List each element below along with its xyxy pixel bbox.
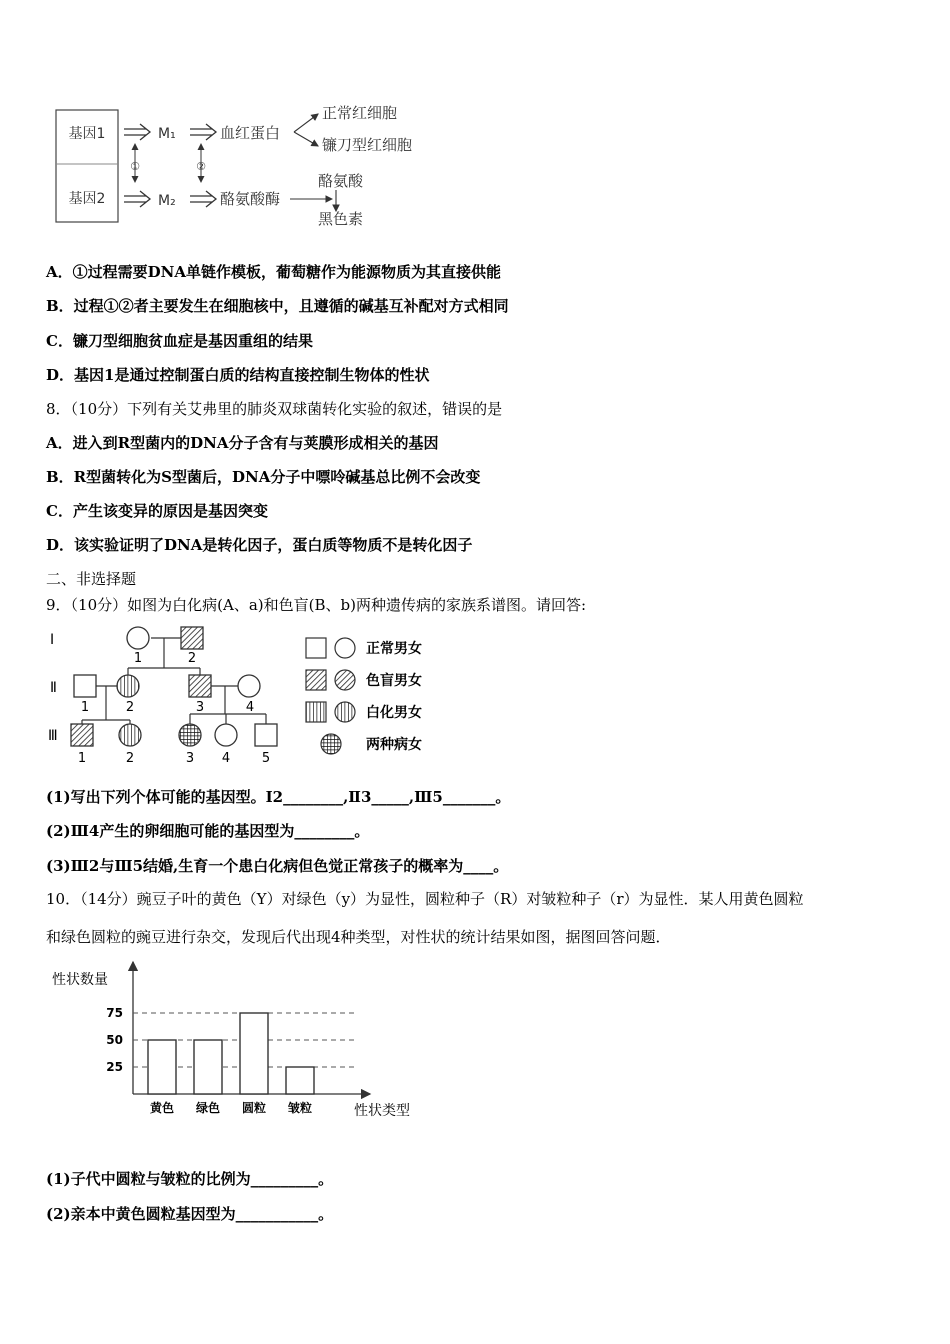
chart-xlabel: 性状类型	[354, 1103, 410, 1119]
m2-label: M₂	[158, 193, 176, 209]
pedigree-male-colorblind	[71, 724, 93, 746]
pedigree-male-normal	[74, 675, 96, 697]
tyrosinase-label: 酪氨酸酶	[220, 190, 281, 208]
pedigree-number: 2	[125, 700, 135, 715]
section-title: 二、非选择题	[46, 570, 137, 588]
gen1-label: Ⅰ	[50, 632, 55, 648]
legend-colorblind: 色盲男女	[366, 673, 422, 689]
q9-sub2: (2)Ⅲ4产生的卵细胞可能的基因型为________。	[46, 822, 370, 840]
q10-stem-line2: 和绿色圆粒的豌豆进行杂交，发现后代出现4种类型，对性状的统计结果如图，据图回答问题．	[46, 928, 671, 946]
pedigree-number: 1	[80, 700, 90, 715]
category-label: 皱粒	[287, 1101, 313, 1115]
pedigree-female-normal	[127, 627, 149, 649]
sickle-rbc-label: 镰刀型红细胞	[322, 136, 413, 154]
q8-stem: 8．（10分）下列有关艾弗里的肺炎双球菌转化实验的叙述，错误的是	[46, 400, 503, 418]
q8-option-b: B．R型菌转化为S型菌后，DNA分子中嘌呤碱基总比例不会改变	[46, 468, 481, 486]
pedigree-female-both-diseases	[179, 724, 201, 746]
q7-option-c: C．镰刀型细胞贫血症是基因重组的结果	[46, 332, 313, 350]
bar-2	[240, 1013, 268, 1094]
bar-3	[286, 1067, 314, 1094]
pedigree-female-normal	[238, 675, 260, 697]
melanin-label: 黑色素	[318, 210, 364, 228]
q7-option-a: A．①过程需要DNA单链作模板，葡萄糖作为能源物质为其直接供能	[46, 263, 501, 281]
category-label: 圆粒	[241, 1101, 267, 1115]
pedigree-female-albino	[119, 724, 141, 746]
category-label: 黄色	[149, 1101, 175, 1115]
gen2-label: Ⅱ	[50, 680, 57, 696]
bar-1	[194, 1040, 222, 1094]
y-tick-label: 50	[106, 1033, 123, 1047]
legend-normal: 正常男女	[366, 641, 422, 657]
pedigree-number: 1	[77, 751, 87, 766]
m1-label: M₁	[158, 126, 176, 142]
pedigree-female-albino	[117, 675, 139, 697]
pedigree-number: 2	[187, 651, 197, 666]
step-arrow-icon	[135, 144, 201, 182]
pedigree-legend	[306, 638, 422, 754]
pedigree-female-normal	[215, 724, 237, 746]
hemoglobin-label: 血红蛋白	[220, 124, 281, 142]
pedigree-number: 4	[221, 751, 231, 766]
category-label: 绿色	[195, 1101, 221, 1115]
q9-sub3: (3)Ⅲ2与Ⅲ5结婚,生育一个患白化病但色觉正常孩子的概率为____。	[46, 857, 509, 875]
q9-sub1: (1)写出下列个体可能的基因型。Ⅰ2________,Ⅱ3_____,Ⅲ5_______。	[46, 788, 511, 806]
step1-label: ①	[130, 160, 140, 173]
y-tick-label: 75	[106, 1006, 123, 1020]
pedigree-number: 3	[185, 751, 195, 766]
branch-arrow-icon	[294, 114, 318, 146]
gen3-label: Ⅲ	[48, 728, 58, 744]
pedigree-number: 3	[195, 700, 205, 715]
step2-label: ②	[196, 160, 206, 173]
gene1-label: 基因1	[68, 126, 106, 142]
pedigree-male-colorblind	[181, 627, 203, 649]
trait-bar-chart	[40, 960, 440, 1130]
q8-option-a: A．进入到R型菌内的DNA分子含有与荚膜形成相关的基因	[46, 434, 439, 452]
q7-option-d: D．基因1是通过控制蛋白质的结构直接控制生物体的性状	[46, 366, 430, 384]
chart-ylabel: 性状数量	[52, 972, 108, 988]
q8-option-c: C．产生该变异的原因是基因突变	[46, 502, 268, 520]
legend-both: 两种病女	[366, 737, 422, 753]
gene-pathway-diagram	[40, 96, 440, 231]
pedigree-number: 4	[245, 700, 255, 715]
q7-option-b: B．过程①②者主要发生在细胞核中，且遵循的碱基互补配对方式相同	[46, 297, 509, 315]
q8-option-d: D．该实验证明了DNA是转化因子，蛋白质等物质不是转化因子	[46, 536, 473, 554]
q10-sub1: (1)子代中圆粒与皱粒的比例为_________。	[46, 1170, 334, 1188]
y-tick-label: 25	[106, 1060, 123, 1074]
q9-stem: 9．（10分）如图为白化病(A、a)和色盲(B、b)两种遗传病的家族系谱图。请回答:	[46, 596, 586, 614]
pedigree-male-normal	[255, 724, 277, 746]
pedigree-chart	[40, 620, 440, 770]
gene2-label: 基因2	[68, 191, 106, 207]
q10-sub2: (2)亲本中黄色圆粒基因型为___________。	[46, 1205, 334, 1223]
pedigree-male-colorblind	[189, 675, 211, 697]
pedigree-number: 5	[261, 751, 271, 766]
legend-albino: 白化男女	[366, 705, 422, 721]
bar-0	[148, 1040, 176, 1094]
q10-stem-line1: 10．（14分）豌豆子叶的黄色（Y）对绿色（y）为显性，圆粒种子（R）对皱粒种子（r）为显性．某人用黄色圆粒	[46, 890, 804, 908]
normal-rbc-label: 正常红细胞	[322, 104, 398, 122]
tyrosine-label: 酪氨酸	[318, 172, 364, 190]
pedigree-number: 2	[125, 751, 135, 766]
pedigree-number: 1	[133, 651, 143, 666]
